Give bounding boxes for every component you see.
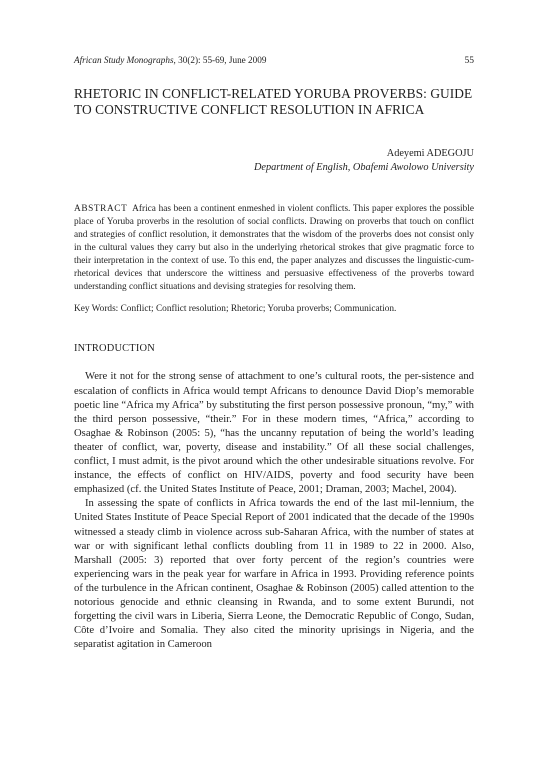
author-name: Adeyemi ADEGOJU [386, 147, 474, 159]
paper-title: RHETORIC IN CONFLICT-RELATED YORUBA PROVERBS: GUIDE TO CONSTRUCTIVE CONFLICT RESOLUTION IN AFRICA [74, 86, 473, 118]
body-paragraph: In assessing the spate of conflicts in Africa towards the end of the last mil-lennium, the United States Institute of Peace Special Report of 2001 indicated that the decade of the 1990s witnessed a steady climb in violence across sub-Saharan Africa, with the number of states at war or with significant lethal conflicts doubling from 11 in 1989 to 22 in 2000. Also, Marshall (2005: 3) reported that over forty percent of the region’s countries were experiencing wars in the peak year for warfare in Africa in 1993. Providing reference points of the turbulence in the African continent, Osaghae & Robinson (2005) called attention to the notorious genocide and ethnic cleansing in Rwanda, and to some extent Burundi, not forgetting the civil wars in Liberia, Sierra Leone, the Democratic Republic of Congo, Sudan, Côte d’Ivoire and Somalia. They also cited the minority uprisings in Nigeria, and the separatist agitation in Cameroon [74, 498, 474, 651]
keywords: Key Words: Conflict; Conflict resolution; Rhetoric; Yoruba proverbs; Communication. [74, 304, 397, 315]
abstract-text: Africa has been a continent enmeshed in violent conflicts. This paper explores the possible place of Yoruba proverbs in the resolution of social conflicts. Drawing on proverbs that touch on conflict and strategies of conflict resolution, it demonstrates that the wisdom of the proverbs does not consist only in the cultural values they carry but also in the underlying rhetorical strokes that give pragmatic force to their interpretation in the context of use. To this end, the paper analyzes and discusses the linguistic-cum-rhetorical devices that underscore the wittiness and persuasive effectiveness of the proverbs toward understanding conflict situations and devising strategies for resolving them. [74, 203, 474, 293]
abstract-label: ABSTRACT [74, 203, 128, 214]
issue-info: , 30(2): 55-69, June 2009 [173, 55, 267, 65]
author-affiliation: Department of English, Obafemi Awolowo University [253, 162, 474, 174]
running-head [74, 54, 474, 67]
page-number: 55 [464, 56, 474, 66]
body-paragraph: Were it not for the strong sense of attachment to one’s cultural roots, the per-sistence and escalation of conflicts in Africa would tempt Africans to denounce David Diop’s memorable poetic line “Africa my Africa” by substituting the first person possessive pronoun, “my,” with the third person possessive, “their.” For in these modern times, “Africa,” according to Osaghae & Robinson (2005: 5), “has the uncanny reputation of being the world’s leading theater of conflict, war, poverty, disease and instability.” Of all these social challenges, conflict, I must admit, is the pivot around which the other undesirable situations revolve. For instance, the effects of conflict on HIV/AIDS, poverty and food security have been emphasized (cf. the United States Institute of Peace, 2001; Draman, 2003; Machel, 2004). [74, 371, 474, 496]
section-heading-introduction: INTRODUCTION [74, 343, 155, 355]
journal-citation [74, 54, 266, 66]
journal-name: African Study Monographs [74, 55, 174, 65]
author-block [74, 147, 474, 176]
abstract [74, 203, 474, 295]
